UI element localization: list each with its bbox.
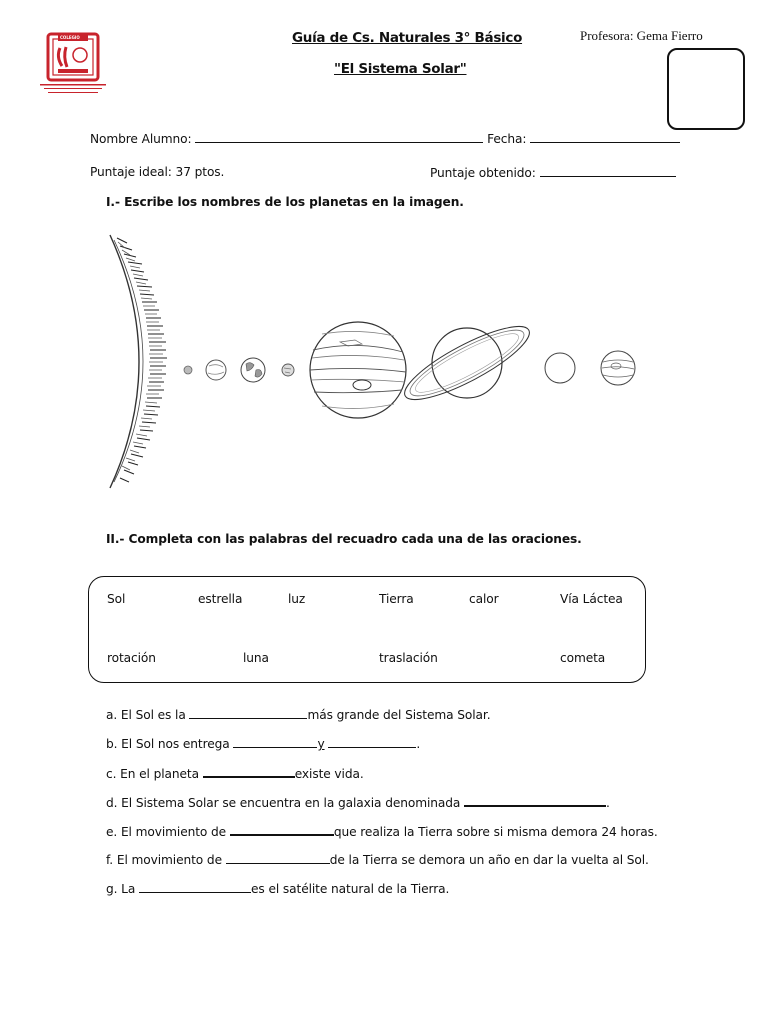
saturn-drawing [397, 314, 538, 412]
blank-d[interactable] [464, 794, 606, 807]
word-bank-item: calor [469, 592, 499, 606]
word-bank-item: Vía Láctea [560, 592, 623, 606]
blank-b1[interactable] [233, 736, 317, 748]
sun-drawing [110, 235, 167, 488]
sentence-c: c. En el planeta existe vida. [106, 767, 364, 781]
word-bank-item: estrella [198, 592, 243, 606]
uranus-drawing [545, 353, 575, 383]
blank-c[interactable] [203, 765, 295, 778]
sentence-a: a. El Sol es la más grande del Sistema Solar. [106, 708, 491, 722]
neptune-drawing [601, 351, 635, 385]
section1-instruction: I.- Escribe los nombres de los planetas en la imagen. [106, 195, 464, 209]
word-bank-item: Sol [107, 592, 126, 606]
word-bank-item: traslación [379, 651, 438, 665]
obtained-score-label: Puntaje obtenido: [430, 166, 536, 180]
venus-drawing [206, 360, 226, 380]
student-name-line [90, 131, 680, 146]
solar-system-image [100, 230, 660, 495]
word-bank-item: luz [288, 592, 306, 606]
sentence-e: e. El movimiento de que realiza la Tierra sobre si misma demora 24 horas. [106, 825, 658, 839]
word-bank-item: luna [243, 651, 269, 665]
student-name-field[interactable] [195, 131, 483, 143]
section2-instruction: II.- Completa con las palabras del recuadro cada una de las oraciones. [106, 532, 582, 546]
blank-b2[interactable] [328, 736, 416, 748]
date-label: Fecha: [487, 132, 527, 146]
word-bank-item: rotación [107, 651, 156, 665]
school-logo [36, 30, 110, 100]
obtained-score-line [430, 165, 676, 180]
ideal-score: Puntaje ideal: 37 ptos. [90, 165, 225, 179]
page-subtitle: "El Sistema Solar" [334, 61, 467, 77]
word-bank-item: cometa [560, 651, 606, 665]
mars-drawing [282, 364, 294, 376]
student-name-label: Nombre Alumno: [90, 132, 192, 146]
word-bank-item: Tierra [379, 592, 414, 606]
grade-box [667, 48, 745, 130]
sentence-d: d. El Sistema Solar se encuentra en la galaxia denominada . [106, 796, 610, 810]
sentence-g: g. La es el satélite natural de la Tierra. [106, 882, 450, 896]
date-field[interactable] [530, 131, 680, 143]
page-title: Guía de Cs. Naturales 3° Básico [292, 30, 523, 46]
logo-text: COLEGIO [60, 35, 80, 40]
sentence-f: f. El movimiento de de la Tierra se demora un año en dar la vuelta al Sol. [106, 853, 649, 867]
blank-e[interactable] [230, 823, 334, 836]
jupiter-drawing [310, 322, 406, 418]
obtained-score-field[interactable] [540, 165, 676, 177]
blank-a[interactable] [189, 707, 307, 719]
blank-g[interactable] [139, 881, 251, 893]
sentence-b: b. El Sol nos entrega y . [106, 737, 421, 751]
mercury-drawing [184, 366, 192, 374]
teacher-name: Profesora: Gema Fierro [580, 28, 703, 43]
earth-drawing [241, 358, 265, 382]
blank-f[interactable] [226, 852, 330, 864]
